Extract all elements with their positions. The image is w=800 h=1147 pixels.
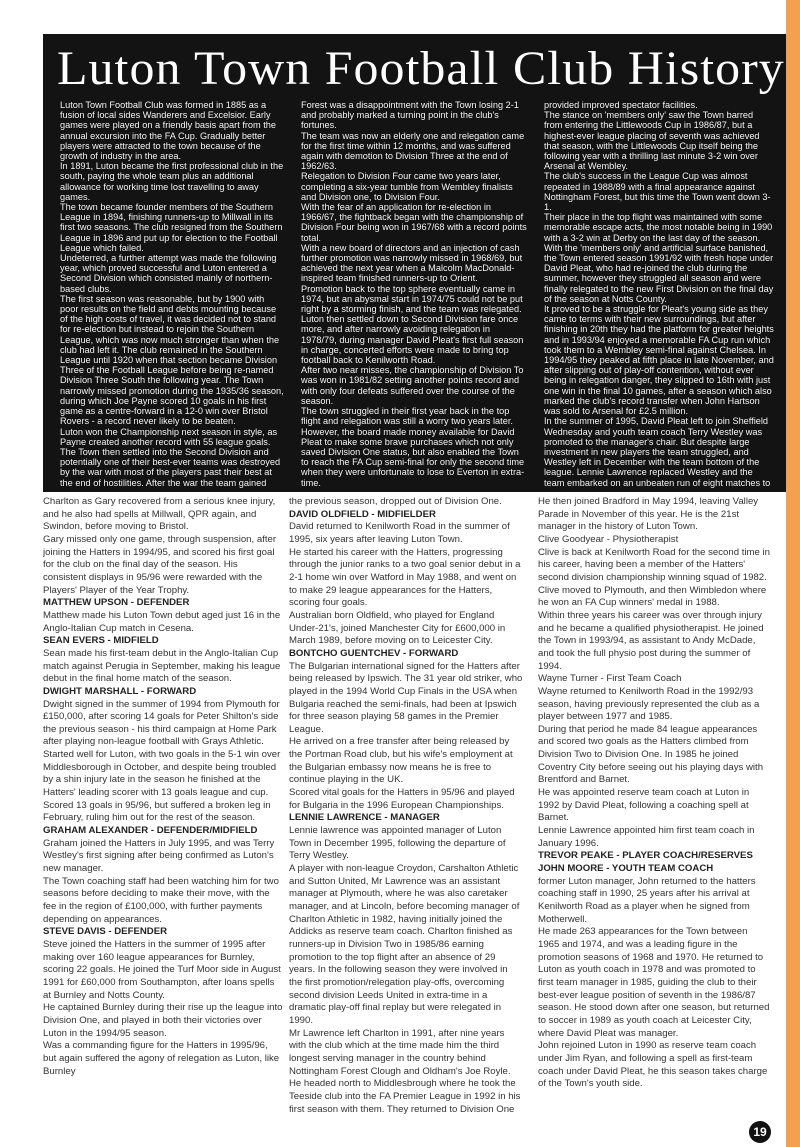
profile-paragraph: Sean made his first-team debut in the Anglo-Italian Cup match against Perugia in September, making his league debut in the final home match of the season.	[43, 647, 281, 685]
profile-heading: DWIGHT MARSHALL - FORWARD	[43, 685, 197, 697]
profile-paragraph: Gary missed only one game, through suspension, after joining the Hatters in 1994/95, and scored his first goal for the club on the final day of the season. His consistent displays in 95/96 were rewarded with the Players' Player of the Year Trophy.	[43, 533, 277, 596]
history-column-2	[301, 100, 527, 488]
history-paragraph: Luton Town Football Club was formed in 1885 as a fusion of local sides Wanderers and Excelsior. Early games were played on a friendly basis apart from the annual excursion into the FA Cup. Gradually better players were attracted to the town because of the growth of industry in the area.	[60, 100, 277, 162]
profile-paragraph: Mr Lawrence left Charlton in 1991, after nine years with the club which at the time made him the third longest serving manager in the country behind Nottingham Forest Clough and Oldham's Joe Royle. He headed north to Middlesbrough where he took the Teeside club into the FA Premier League in 1992 in his first season with them. They returned to Division One	[289, 1027, 521, 1115]
profile-paragraph: He arrived on a free transfer after being released by the Portman Road club, but his wife's employment at the Bulgarian embassy now means he is free to continue playing in the UK.	[289, 736, 513, 786]
profiles-column-3	[538, 496, 770, 1116]
history-paragraph: With the fear of an application for re-election in 1966/67, the fightback began with the championship of Division Four being won in 1967/68 with a record points total.	[301, 202, 527, 243]
profile-paragraph: Lennie lawrence was appointed manager of Luton Town in December 1995, following the departure of Terry Westley.	[289, 825, 506, 862]
history-paragraph: After two near misses, the championship of Division To was won in 1981/82 setting another points record and with only four defeats suffered over the course of the season.	[301, 365, 524, 406]
history-paragraph: The stance on 'members only' saw the Town barred from entering the Littlewoods Cup in 1986/87, but a highest-ever league placing of seventh was achieved that season, with the Littlewoods Cup itself being the following year with a thrilling last minute 3-2 win over Arsenal at Wembley.	[544, 110, 760, 172]
profile-paragraph: the previous season, dropped out of Division One.	[289, 496, 502, 507]
profile-heading: GRAHAM ALEXANDER - DEFENDER/MIDFIELD	[43, 825, 258, 837]
history-paragraph: The Town then settled into the Second Division and potentially one of their best-ever teams was destroyed by the war with most of the players past their best at the end of hostilities. After the war the team gained	[60, 446, 281, 488]
profile-paragraph: Scored vital goals for the Hatters in 95/96 and played for Bulgaria in the 1996 European Championships.	[289, 787, 515, 811]
profile-paragraph: Was a commanding figure for the Hatters in 1995/96, but again suffered the agony of relegation as Luton, like Burnley	[43, 1040, 280, 1077]
profile-paragraph: Australian born Oldfield, who played for England Under-21's, joined Manchester City for £600,000 in March 1989, before moving on to Leicester City.	[289, 609, 506, 647]
page-number-badge: 19	[749, 1121, 771, 1143]
profile-heading: LENNIE LAWRENCE - MANAGER	[289, 812, 440, 824]
profile-heading: STEVE DAVIS - DEFENDER	[43, 926, 168, 938]
profile-paragraph: He captained Burnley during their rise up the league into Division One, and played in both their victories over Luton in the 1994/95 season.	[43, 1002, 283, 1039]
profiles-column-2	[289, 496, 523, 1116]
history-paragraph: Promotion back to the top sphere eventually came in 1974, but an abysmal start in 1974/75 could not be put right by a storming finish, and the team was relegated.	[301, 283, 523, 315]
history-paragraph: With the 'members only' and artificial surface banished, the Town entered season 1991/92 with fresh hope under David Pleat, who had re-joined the club during the summer, however they struggled all season and were finally relegated to the new First Division on the final day of the season at Notts County.	[544, 242, 774, 304]
profile-heading: TREVOR PEAKE - PLAYER COACH/RESERVES	[538, 850, 753, 862]
history-paragraph: Luton then settled down to Second Division fare once more, and after narrowly avoiding relegation in 1978/79, during manager David Pleat's first full season in charge, concerted efforts were made to bring top football back to Kenilworth Road.	[301, 314, 524, 366]
profile-heading: JOHN MOORE - YOUTH TEAM COACH	[538, 863, 714, 875]
profile-paragraph: Within three years his career was over through injury and he became a qualified physiotherapist. He joined the Town in 1993/94, as assistant to Andy McDade, and took the full physio post during the summer of 1994.	[538, 609, 764, 672]
profile-paragraph: David returned to Kenilworth Road in the summer of 1995, six years after leaving Luton Town.	[289, 521, 510, 545]
profile-paragraph: Graham joined the Hatters in July 1995, and was Terry Westley's first signing after being confirmed as Luton's new manager.	[43, 837, 275, 875]
profile-paragraph: John rejoined Luton in 1990 as reserve team coach under Jim Ryan, and following a spell as first-team coach under David Pleat, he this season takes charge of the Town's youth side.	[538, 1040, 768, 1090]
history-paragraph: Their place in the top flight was maintained with some memorable escape acts, the most notable being in 1990 with a 3-2 win at Derby on the last day of the season.	[544, 212, 773, 243]
history-column-3	[544, 100, 774, 488]
profile-paragraph: Lennie Lawrence appointed him first team coach in January 1996.	[538, 825, 755, 849]
profile-paragraph: Wayne returned to Kenilworth Road in the 1992/93 season, having previously represented the club as a player between 1977 and 1985.	[538, 685, 760, 723]
history-paragraph: The town struggled in their first year back in the top flight and relegation was still a worry two years later. However, the board made money available for David Pleat to make some brave purchases which not only saved Division One status, but also enabled the Town to reach the FA Cup semi-final for only the second time when they were unfortunate to lose to Everton in extra-time.	[301, 406, 525, 488]
history-paragraph: In 1891, Luton became the first professional club in the south, paying the whole team plus an additional allowance for working time lost travelling to away games.	[60, 161, 284, 202]
history-paragraph: The first season was reasonable, but by 1900 with poor results on the field and debts mounting because of the high costs of travel, it was decided not to stand for re-election but instead to rejoin the Southern League, which was now much stronger than when the club had left it. The club remained in the Southern League until 1920 when that section became Division Three of the Football League before being re-named Division Three South the following year. The Town narrowly missed promotion during the 1935/36 season, during which Joe Payne scored 10 goals in his first game as a centre-forward in a 12-0 win over Bristol Rovers - a record never likely to be beaten.	[60, 293, 284, 427]
profile-paragraph: He made 263 appearances for the Town between 1965 and 1974, and was a leading figure in the promotion seasons of 1968 and 1970. He returned to Luton as youth coach in 1978 and was promoted to first team manager in 1985, guiding the club to their best-ever league position of seventh in the 1986/87 season. He stood down after one season, but returned to soccer in 1989 as youth coach at Leicester City, where David Pleat was manager.	[538, 926, 770, 1039]
profile-paragraph: Clive is back at Kenilworth Road for the second time in his career, having been a member of the Hatters' second division championship winning squad of 1982. Clive moved to Plymouth, and then Wimbledon where he won an FA Cup winners' medal in 1988.	[538, 546, 770, 609]
page-title: Luton Town Football Club History	[57, 42, 785, 95]
profile-heading: SEAN EVERS - MIDFIELD	[43, 635, 159, 647]
history-paragraph: Forest was a disappointment with the Town losing 2-1 and probably marked a turning point in the club's fortunes.	[301, 100, 519, 131]
profile-paragraph: He started his career with the Hatters, progressing through the junior ranks to a two goal senior debut in a 2-1 home win over Watford in May 1988, and went on to make 29 league appearances for the Hatters, scoring four goals.	[289, 546, 521, 609]
profile-paragraph: Dwight signed in the summer of 1994 from Plymouth for £150,000, after scoring 14 goals for Peter Shilton's side the previous season - his third campaign at Home Park after playing non-league football with Grays Athletic.	[43, 698, 280, 748]
profile-paragraph: former Luton manager, John returned to the hatters coaching staff in 1990, 25 years after his arrival at Kenilworth Road as a player when he signed from Motherwell.	[538, 875, 756, 925]
profile-paragraph: He then joined Bradford in May 1994, leaving Valley Parade in November of this year. He is the 21st manager in the history of Luton Town.	[538, 496, 759, 533]
profile-paragraph: Charlton as Gary recovered from a serious knee injury, and he also had spells at Millwall, QPR again, and Swindon, before moving to Bristol.	[43, 496, 276, 533]
profile-paragraph: A player with non-league Croydon, Carshalton Athletic and Sutton United, Mr Lawrence was an assistant manager at Plymouth, where he was also caretaker manager, and at Lincoln, before becoming manager of Charlton Athletic in 1982, having initially joined the Addicks as reserve team coach. Charlton finished as runners-up in Division Two in 1985/86 earning promotion to the top flight after an absence of 29 years. In the following season they were involved in the first promotion/relegation play-offs, overcoming second division Leeds United in extra-time in a dramatic play-off final replay but were relegated in 1990.	[289, 863, 520, 1026]
history-paragraph: Undeterred, a further attempt was made the following year, which proved successful and Luton entered a Second Division which consisted mainly of northern-based clubs.	[60, 253, 277, 294]
history-paragraph: provided improved spectator facilities.	[544, 100, 698, 110]
history-paragraph: Relegation to Division Four came two years later, completing a six-year tumble from Wembley finalists and Division one, to Division Four.	[301, 171, 513, 202]
profile-paragraph: During that period he made 84 league appearances and scored two goals as the Hatters climbed from Division Two to Division One. In 1985 he joined Coventry City before seeing out his playing days with Brentford and Barnet.	[538, 723, 764, 786]
profile-heading: MATTHEW UPSON - DEFENDER	[43, 597, 190, 609]
profiles-column-1	[43, 496, 283, 1116]
profile-paragraph: Clive Goodyear - Physiotherapist	[538, 533, 679, 545]
profile-paragraph: Matthew made his Luton Town debut aged just 16 in the Anglo-Italian Cup match in Cesena.	[43, 609, 281, 634]
profile-heading: BONTCHO GUENTCHEV - FORWARD	[289, 647, 459, 659]
history-paragraph: Luton won the Championship next season in style, as Payne created another record with 55 league goals.	[60, 426, 278, 447]
profile-paragraph: Steve joined the Hatters in the summer of 1995 after making over 160 league appearances for Burnley, scoring 22 goals. He joined the Turf Moor side in August 1991 for £60,000 from Southampton, after loans spells at Burnley and Notts County.	[43, 938, 281, 1001]
history-paragraph: In the summer of 1995, David Pleat left to join Sheffield Wednesday and youth team coach Terry Westley was promoted to the manager's chair. But despite large investment in new players the team struggled, and Westley left in December with the team bottom of the league. Lennie Lawrence replaced Westley and the team embarked on an unbeaten run of eight matches to	[544, 416, 771, 488]
history-paragraph: With a new board of directors and an injection of cash further promotion was narrowly missed in 1968/69, but achieved the next year when a Malcolm MacDonald-inspired team finished runners-up to Orient.	[301, 242, 523, 284]
profile-heading: DAVID OLDFIELD - MIDFIELDER	[289, 508, 436, 520]
profile-paragraph: The Town coaching staff had been watching him for two seasons before deciding to make their move, with the fee in the region of £100,000, with further payments depending on appearances.	[43, 875, 279, 925]
profile-paragraph: Started well for Luton, with two goals in the 5-1 win over Middlesborough in October, and despite being troubled by a shin injury late in the season he finished at the Hatters' leading scorer with 13 goals league and cup.	[43, 749, 281, 799]
profile-paragraph: The Bulgarian international signed for the Hatters after being released by Ipswich. The 31 year old striker, who played in the 1994 World Cup Finals in the USA when Bulgaria reached the semi-finals, had been at Ipswich for three season playing 58 games in the Premier League.	[289, 660, 523, 735]
profile-paragraph: He was appointed reserve team coach at Luton in 1992 by David Pleat, following a coaching spell at Barnet.	[538, 787, 750, 824]
history-paragraph: The town became founder members of the Southern League in 1894, finishing runners-up to Millwall in its first two seasons. The club resigned from the Southern League in 1896 and put up for election to the Football League which failed.	[60, 202, 283, 253]
history-paragraph: The team was now an elderly one and relegation came for the first time within 12 months, and was suffered again with demotion to Division Three at the end of 1962/63.	[301, 130, 525, 172]
profile-paragraph: Scored 13 goals in 95/96, but suffered a broken leg in February, ruling him out for the rest of the season.	[43, 799, 271, 824]
history-paragraph: The club's success in the League Cup was almost repeated in 1988/89 with a final appearance against Nottingham Forest, but this time the Town went down 3-1.	[544, 171, 771, 213]
history-panel	[43, 34, 786, 492]
history-column-1	[60, 100, 284, 488]
profile-paragraph: Wayne Turner - First Team Coach	[538, 673, 682, 685]
history-paragraph: It proved to be a struggle for Pleat's young side as they came to terms with their new surroundings, but after finishing in 20th they had the platform for greater heights and in 1993/94 enjoyed a memorable FA Cup run which took them to a Wembley semi-final against Chelsea. In 1994/95 they peaked at fifth place in late November, and after slipping out of play-off contention, without ever being in relegation danger, they slipped to 16th with just one win in the final 10 games, after a season which also marked the club's record transfer when John Hartson was sold to Arsenal for £2.5 million.	[544, 304, 774, 417]
